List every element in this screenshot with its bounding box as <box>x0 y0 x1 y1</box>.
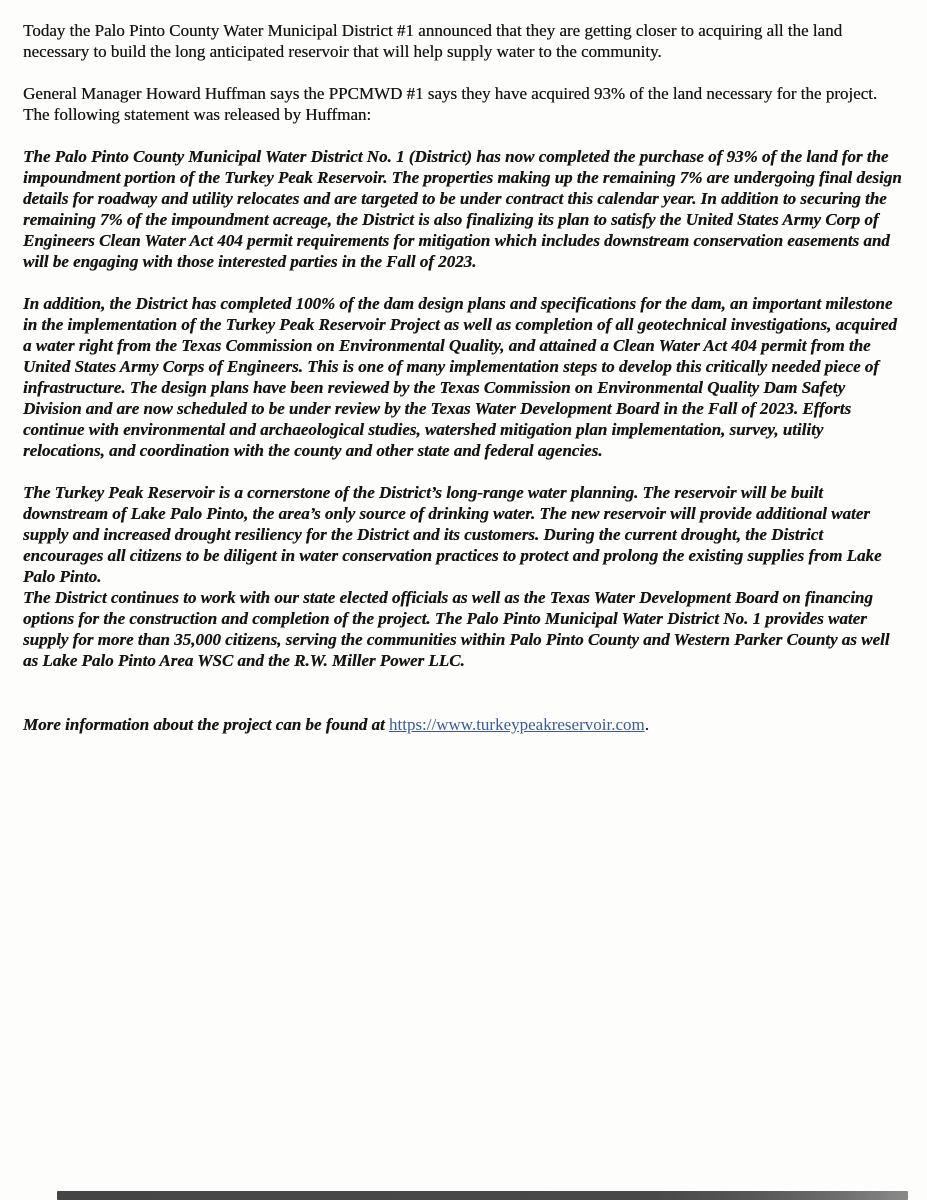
paragraph-more-info <box>23 714 905 735</box>
sentence-period: . <box>644 715 649 734</box>
paragraph-announcement: Today the Palo Pinto County Water Municipal District #1 announced that they are getting closer to acquiring all the land necessary to build the long anticipated reservoir that will help supply water to the community. <box>23 21 843 61</box>
more-info-text: More information about the project can be found at <box>23 715 389 734</box>
scan-artifact-bar <box>57 1191 908 1200</box>
paragraph-statement-financing: The District continues to work with our state elected officials as well as the Texas Water Development Board on financing options for the construction and completion of the project. The Palo Pinto Municipal Water District No. 1 provides water supply for more than 35,000 citizens, serving the communities within Palo Pinto County and Western Parker County as well as Lake Palo Pinto Area WSC and the R.W. Miller Power LLC. <box>23 588 890 670</box>
paragraph-statement-land-purchase: The Palo Pinto County Municipal Water District No. 1 (District) has now completed the purchase of 93% of the land for the impoundment portion of the Turkey Peak Reservoir. The properties making up the remaining 7% are undergoing final design details for roadway and utility relocates and are targeted to be under contract this calendar year. In addition to securing the remaining 7% of the impoundment acreage, the District is also finalizing its plan to satisfy the United States Army Corp of Engineers Clean Water Act 404 permit requirements for mitigation which includes downstream conservation easements and will be engaging with those interested parties in the Fall of 2023. <box>23 147 902 271</box>
paragraph-statement-dam-design: In addition, the District has completed 100% of the dam design plans and specifications for the dam, an important milestone in the implementation of the Turkey Peak Reservoir Project as well as completion of all geotechnical investigations, acquired a water right from the Texas Commission on Environmental Quality, and attained a Clean Water Act 404 permit from the United States Army Corps of Engineers. This is one of many implementation steps to develop this critically needed piece of infrastructure. The design plans have been reviewed by the Texas Commission on Environmental Quality Dam Safety Division and are now scheduled to be under review by the Texas Water Development Board in the Fall of 2023. Efforts continue with environmental and archaeological studies, watershed mitigation plan implementation, survey, utility relocations, and coordination with the county and other state and federal agencies. <box>23 294 897 460</box>
paragraph-statement-cornerstone: The Turkey Peak Reservoir is a cornerstone of the District’s long-range water planning. The reservoir will be built downstream of Lake Palo Pinto, the area’s only source of drinking water. The new reservoir will provide additional water supply and increased drought resiliency for the District and its customers. During the current drought, the District encourages all citizens to be diligent in water conservation practices to protect and prolong the existing supplies from Lake Palo Pinto. <box>23 483 882 586</box>
paragraph-general-manager: General Manager Howard Huffman says the PPCMWD #1 says they have acquired 93% of the land necessary for the project. The following statement was released by Huffman: <box>23 84 878 124</box>
turkeypeak-reservoir-link[interactable]: https://www.turkeypeakreservoir.com <box>389 715 645 734</box>
